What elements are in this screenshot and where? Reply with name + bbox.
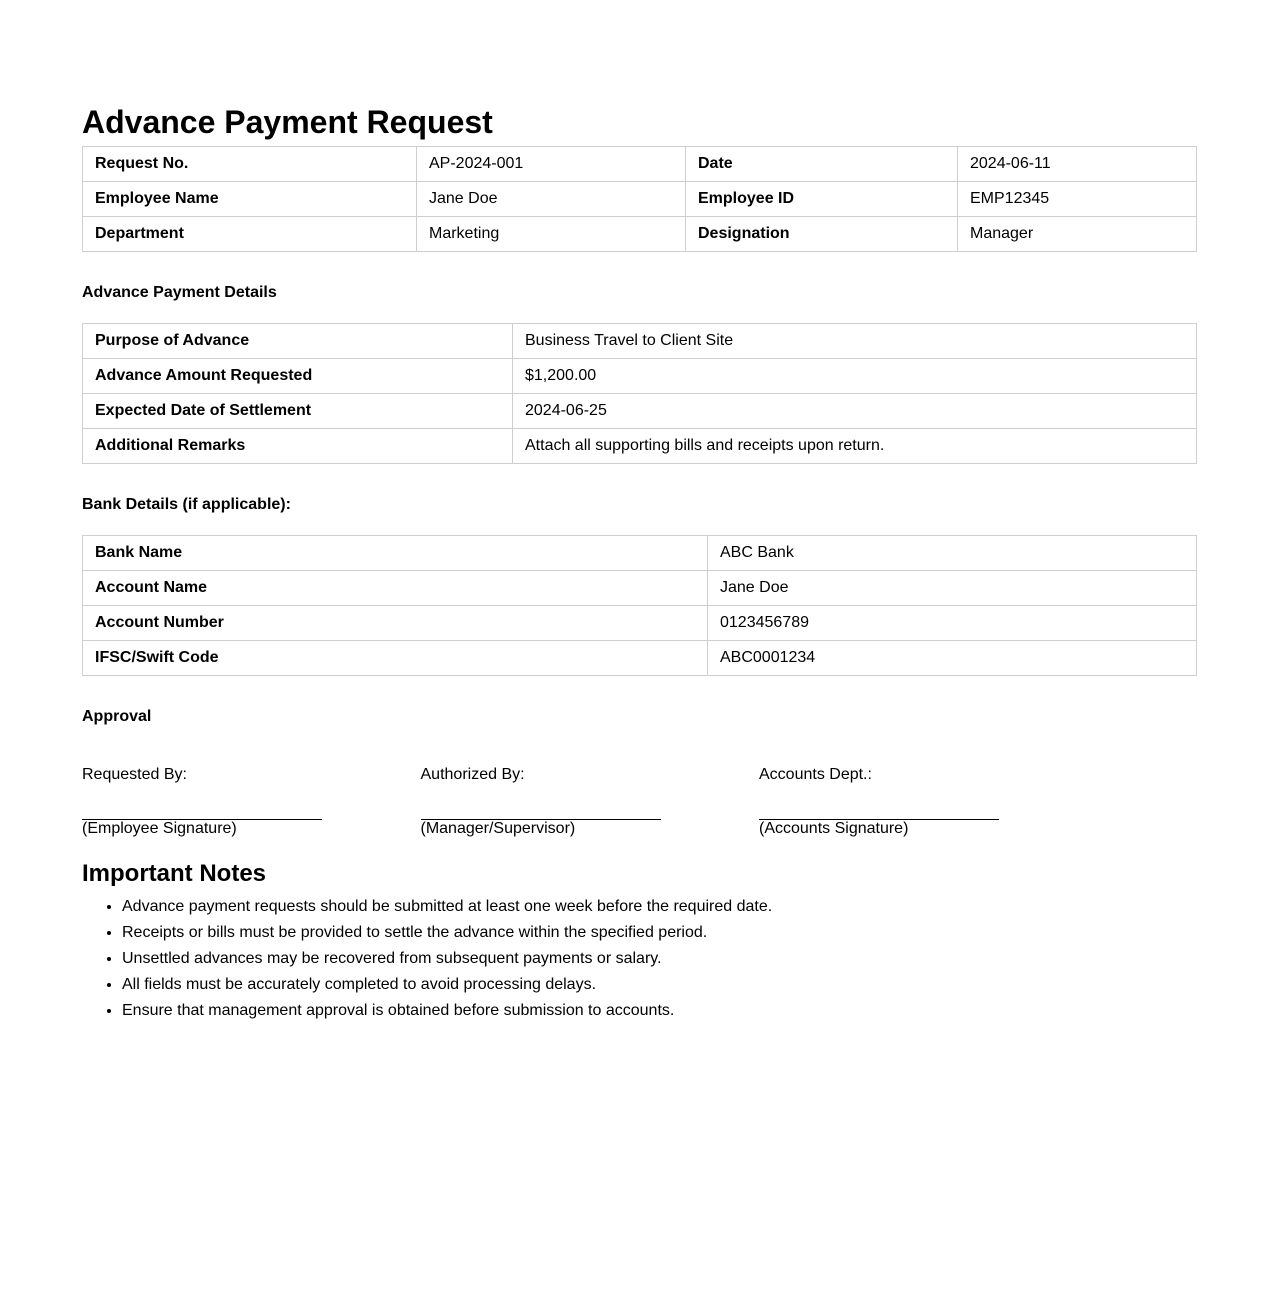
employee-id-label: Employee ID [686, 182, 958, 217]
employee-name-label: Employee Name [83, 182, 417, 217]
signature-line [421, 784, 661, 820]
signature-caption: (Accounts Signature) [759, 820, 909, 837]
table-row [83, 571, 1197, 606]
bank-name-label: Bank Name [83, 536, 708, 571]
table-row [83, 394, 1197, 429]
advance-details-heading: Advance Payment Details [82, 284, 277, 301]
settlement-date-label: Expected Date of Settlement [83, 394, 513, 429]
bank-details-table [82, 535, 1197, 676]
table-row [83, 182, 1197, 217]
signature-line [759, 784, 999, 820]
department-label: Department [83, 217, 417, 252]
account-name-value: Jane Doe [708, 571, 1197, 606]
purpose-value: Business Travel to Client Site [513, 324, 1197, 359]
designation-label: Designation [686, 217, 958, 252]
request-no-value: AP-2024-001 [417, 147, 686, 182]
request-info-table [82, 146, 1197, 252]
remarks-label: Additional Remarks [83, 429, 513, 464]
table-row [83, 429, 1197, 464]
employee-name-value: Jane Doe [417, 182, 686, 217]
settlement-date-value: 2024-06-25 [513, 394, 1197, 429]
date-value: 2024-06-11 [958, 147, 1197, 182]
signature-block-requested [82, 766, 421, 838]
notes-heading: Important Notes [82, 860, 267, 887]
signature-label: Accounts Dept.: [759, 766, 872, 783]
signature-block-accounts [759, 766, 1098, 838]
list-item: • Advance payment requests should be submitted at least one week before the required date. [122, 894, 1196, 920]
table-row [83, 606, 1197, 641]
table-row [83, 359, 1197, 394]
department-value: Marketing [417, 217, 686, 252]
advance-details-table [82, 323, 1197, 464]
amount-value: $1,200.00 [513, 359, 1197, 394]
date-label: Date [686, 147, 958, 182]
notes-list [82, 894, 1196, 1024]
list-item: • Ensure that management approval is obtained before submission to accounts. [122, 998, 1196, 1024]
employee-id-value: EMP12345 [958, 182, 1197, 217]
table-row [83, 147, 1197, 182]
purpose-label: Purpose of Advance [83, 324, 513, 359]
table-row [83, 641, 1197, 676]
table-row [83, 324, 1197, 359]
account-number-value: 0123456789 [708, 606, 1197, 641]
approval-heading: Approval [82, 708, 152, 725]
swift-code-label: IFSC/Swift Code [83, 641, 708, 676]
designation-value: Manager [958, 217, 1197, 252]
table-row [83, 217, 1197, 252]
bank-name-value: ABC Bank [708, 536, 1197, 571]
signature-label: Authorized By: [420, 766, 525, 783]
amount-label: Advance Amount Requested [83, 359, 513, 394]
page-title: Advance Payment Request [82, 104, 493, 140]
signature-caption: (Employee Signature) [82, 820, 237, 837]
table-row [83, 536, 1197, 571]
signature-label: Requested By: [82, 766, 187, 783]
signature-caption: (Manager/Supervisor) [420, 820, 576, 837]
account-number-label: Account Number [83, 606, 708, 641]
account-name-label: Account Name [83, 571, 708, 606]
swift-code-value: ABC0001234 [708, 641, 1197, 676]
signature-line [82, 784, 322, 820]
remarks-value: Attach all supporting bills and receipts upon return. [513, 429, 1197, 464]
signature-row [82, 766, 1196, 838]
list-item: • All fields must be accurately completed to avoid processing delays. [122, 972, 1196, 998]
request-no-label: Request No. [83, 147, 417, 182]
signature-block-authorized [421, 766, 760, 838]
list-item: • Receipts or bills must be provided to settle the advance within the specified period. [122, 920, 1196, 946]
bank-details-heading: Bank Details (if applicable): [82, 496, 291, 513]
list-item: • Unsettled advances may be recovered from subsequent payments or salary. [122, 946, 1196, 972]
